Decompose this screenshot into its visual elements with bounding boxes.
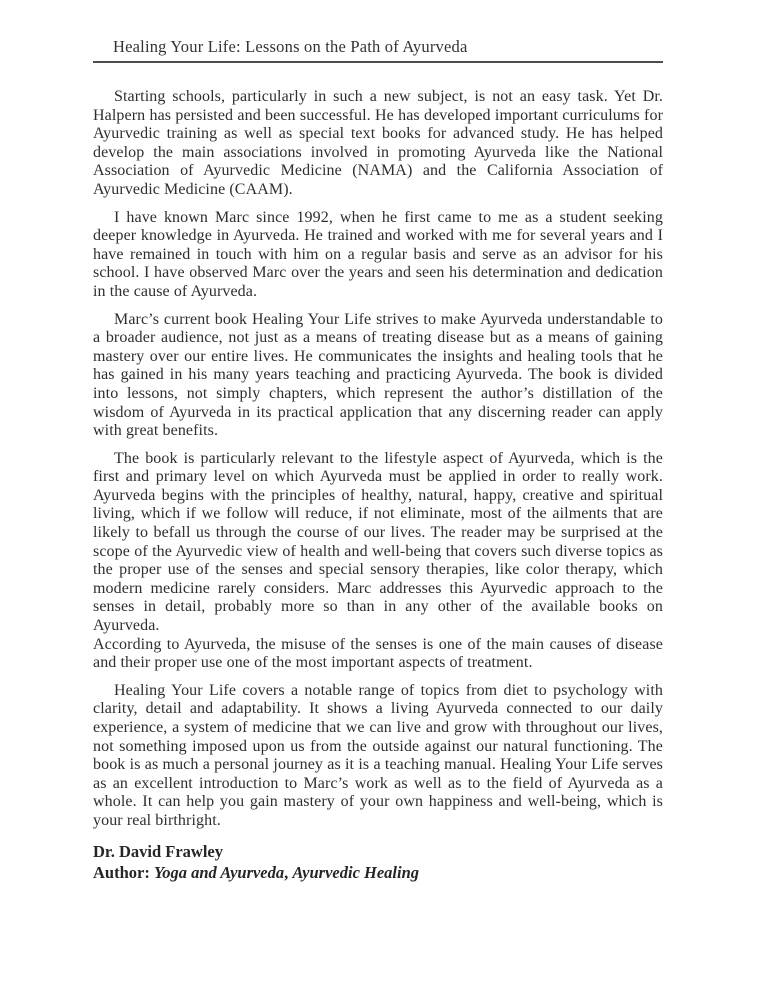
paragraph-1: Starting schools, particularly in such a new subject, is not an easy task. Yet Dr. Halpern has persisted and been successful. He has developed important curriculums for Ayurvedic training as well as special text books for advanced study. He has helped develop the main associations involved in promoting Ayurveda like the National Association of Ayurvedic Medicine (NAMA) and the California Association of Ayurvedic Medicine (CAAM). [93, 88, 663, 198]
signature-name: Dr. David Frawley [93, 841, 224, 861]
author-label: Author: [93, 863, 154, 883]
book-title-ayurvedic-healing: Ayurvedic Healing [292, 863, 420, 883]
book-title-separator: , [284, 863, 293, 883]
paragraph-4: The book is particularly relevant to the lifestyle aspect of Ayurveda, which is the first and primary level on which Ayurveda must be applied in order to really work. Ayurveda begins with the principles of healthy, natural, happy, creative and spiritual living, which if we follow will reduce, if not eliminate, most of the ailments that are likely to befall us through the course of our lives. The reader may be surprised at the scope of the Ayurvedic view of health and well-being that covers such diverse topics as the proper use of the senses and special sensory therapies, like color therapy, which modern medicine rarely considers. Marc addresses this Ayurvedic approach to the senses in detail, probably more so than in any other of the available books on Ayurveda. [93, 449, 663, 635]
page-body [93, 88, 663, 884]
paragraph-2: I have known Marc since 1992, when he first came to me as a student seeking deeper knowledge in Ayurveda. He trained and worked with me for several years and I have remained in touch with him on a regular basis and serve as an advisor for his school. I have observed Marc over the years and seen his determination and dedication in the cause of Ayurveda. [93, 208, 663, 300]
paragraph-3: Marc’s current book Healing Your Life strives to make Ayurveda understandable to a broader audience, not just as a means of treating disease but as a means of gaining mastery over our entire lives. He communicates the insights and healing tools that he has gained in his many years teaching and practicing Ayurveda. The book is divided into lessons, not simply chapters, which represent the author’s distillation of the wisdom of Ayurveda in its practical application that any discerning reader can apply with great benefits. [93, 310, 663, 440]
signature-block [93, 841, 663, 884]
signature-author-line [93, 862, 663, 884]
running-head-title: Healing Your Life: Lessons on the Path of Ayurveda [113, 37, 468, 56]
header-rule [93, 61, 663, 63]
page-header [93, 38, 663, 63]
paragraph-5: Healing Your Life covers a notable range of topics from diet to psychology with clarity, detail and adaptability. It shows a living Ayurveda connected to our daily experience, a system of medicine that we can live and grow with throughout our lives, not something imposed upon us from the outside against our natural functioning. The book is as much a personal journey as it is a teaching manual. Healing Your Life serves as an excellent introduction to Marc’s work as well as to the field of Ayurveda as a whole. It can help you gain mastery of your own happiness and well-being, which is your real birthright. [93, 681, 663, 829]
book-title-yoga-and-ayurveda: Yoga and Ayurveda [153, 863, 285, 883]
paragraph-4-continuation: According to Ayurveda, the misuse of the senses is one of the main causes of disease and their proper use one of the most important aspects of treatment. [93, 635, 663, 672]
